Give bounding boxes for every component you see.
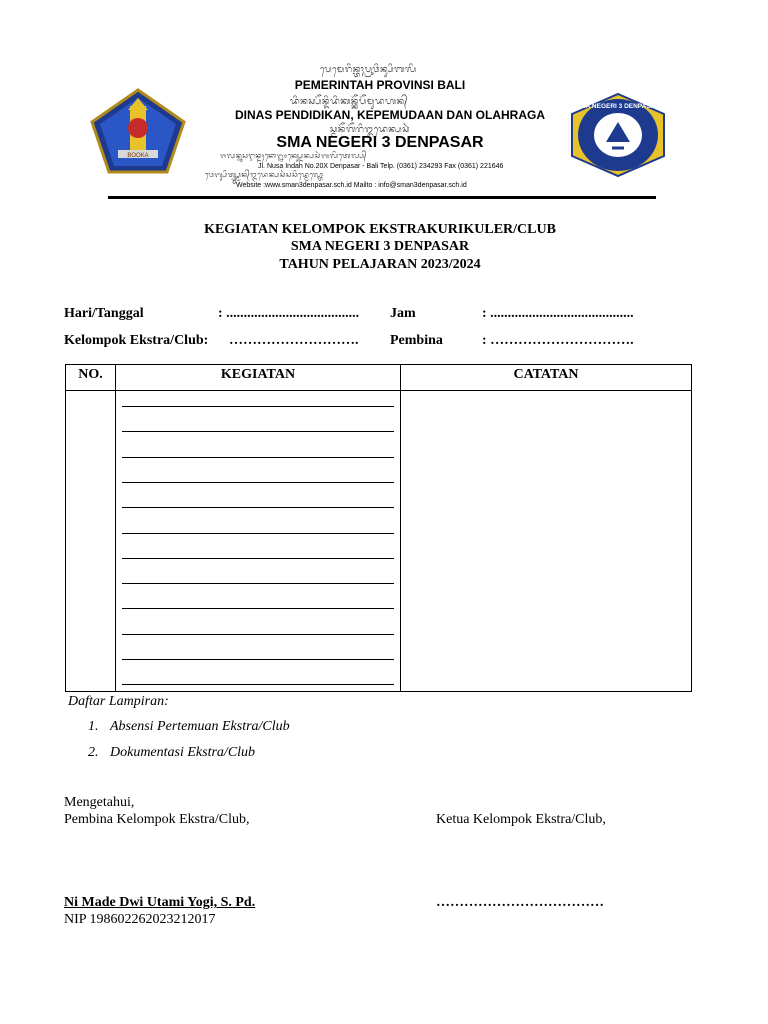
kegiatan-line[interactable] — [122, 608, 394, 609]
kelompok-value[interactable]: ………………………. — [229, 333, 359, 348]
attachments-heading: Daftar Lampiran: — [68, 694, 169, 709]
hari-value[interactable]: : ...................................... — [218, 306, 360, 321]
title-line-1: KEGIATAN KELOMPOK EKSTRAKURIKULER/CLUB — [204, 222, 556, 237]
kegiatan-line[interactable] — [122, 634, 394, 635]
header-kegiatan: KEGIATAN — [220, 367, 296, 382]
script-line-3: ᬲ᭄ᬫᬦᭂᬕᭂᬭᬶ᭓ᬤᬾᬦ᭄ᬧᬲᬃ — [330, 125, 410, 135]
title-line-3: TAHUN PELAJARAN 2023/2024 — [279, 257, 481, 272]
hari-label: Hari/Tanggal — [64, 306, 144, 321]
script-line-5: ᬯᬾᬩ᭄ᬲᬶᬢ᭄ᬯ᭄ᬯ᭄ᬯ᭄ᬲ᭄ᬫᬦ᭄᭓ᬤᬾᬦ᭄ᬧᬲᬃᬲᬘᬶᬤ᭄ᬫᬾᬮ᭄ᬢᭀ — [205, 171, 324, 179]
department-name: DINAS PENDIDIKAN, KEPEMUDAAN DAN OLAHRAGA — [234, 108, 545, 122]
kegiatan-line[interactable] — [122, 457, 394, 458]
kegiatan-line[interactable] — [122, 659, 394, 660]
right-signer-name[interactable]: ……………………………… — [436, 895, 604, 910]
kegiatan-line[interactable] — [122, 507, 394, 508]
kegiatan-line[interactable] — [122, 583, 394, 584]
kegiatan-line[interactable] — [122, 558, 394, 559]
table-header-rule — [66, 390, 691, 391]
kegiatan-line[interactable] — [122, 533, 394, 534]
title-line-2: SMA NEGERI 3 DENPASAR — [290, 239, 470, 254]
table-divider — [115, 365, 116, 691]
left-signer-name: Ni Made Dwi Utami Yogi, S. Pd. — [64, 895, 256, 910]
script-line-2: ᬤᬶᬦᬲ᭄ᬧᭂᬦ᭄ᬤᬶᬤᬶᬓᬦ᭄ᬓᭂᬧᭂᬫᬸᬤᬳᬦ᭄ — [290, 97, 408, 107]
left-logo-text: BOOKA — [127, 153, 149, 159]
bali-province-logo — [90, 88, 186, 174]
script-line-4: ᬚᬮᬦ᭄ᬦᬸᬲᬇᬦ᭄ᬤᬄᬦᭀ᭒᭐ᬓ᭄ᬲ᭄ᬤᬾᬦ᭄ᬧᬲᬃᬩᬮᬶᬢᬾᬮ᭄ᬧ᭄ — [220, 152, 367, 160]
table-divider — [400, 365, 401, 691]
school-logo — [568, 92, 668, 178]
left-signer-nip: NIP 198602262023212017 — [64, 912, 216, 927]
letterhead-rule — [108, 196, 656, 199]
mengetahui-label: Mengetahui, — [64, 795, 135, 810]
activity-table — [65, 364, 692, 692]
jam-value[interactable]: : ......................................... — [482, 306, 634, 321]
attachment-1-num: 1. — [88, 719, 99, 734]
school-name: SMA NEGERI 3 DENPASAR — [276, 134, 484, 151]
jam-label: Jam — [390, 306, 416, 321]
left-signer-role: Pembina Kelompok Ekstra/Club, — [64, 812, 250, 827]
header-catatan: CATATAN — [513, 367, 579, 382]
kegiatan-line[interactable] — [122, 431, 394, 432]
kegiatan-line[interactable] — [122, 684, 394, 685]
attachment-2-text: Dokumentasi Ekstra/Club — [110, 745, 256, 760]
attachment-1-text: Absensi Pertemuan Ekstra/Club — [110, 719, 290, 734]
right-signer-role: Ketua Kelompok Ekstra/Club, — [436, 812, 606, 827]
school-address: Jl. Nusa Indah No.20X Denpasar - Bali Telp. (0361) 234293 Fax (0361) 221646 — [258, 163, 504, 170]
government-name: PEMERINTAH PROVINSI BALI — [294, 78, 466, 92]
pembina-label: Pembina — [390, 333, 443, 348]
attachment-2-num: 2. — [88, 745, 99, 760]
kegiatan-line[interactable] — [122, 406, 394, 407]
school-contact: Website :www.sman3denpasar.sch.id Mailto : info@sman3denpasar.sch.id — [236, 182, 467, 189]
pembina-value[interactable]: : …………………………. — [482, 333, 634, 348]
kegiatan-line[interactable] — [122, 482, 394, 483]
kelompok-label: Kelompok Ekstra/Club: — [64, 333, 209, 348]
header-no: NO. — [78, 367, 103, 382]
right-logo-text: SMA NEGERI 3 DENPASAR — [575, 103, 661, 110]
script-line-1: ᬧᬾᬫᬾᬭᬶᬦ᭄ᬢᬄᬧ᭄ᬭᬸᬯᬶᬦ᭄ᬲᬶᬩᬮᬶ — [320, 65, 417, 75]
